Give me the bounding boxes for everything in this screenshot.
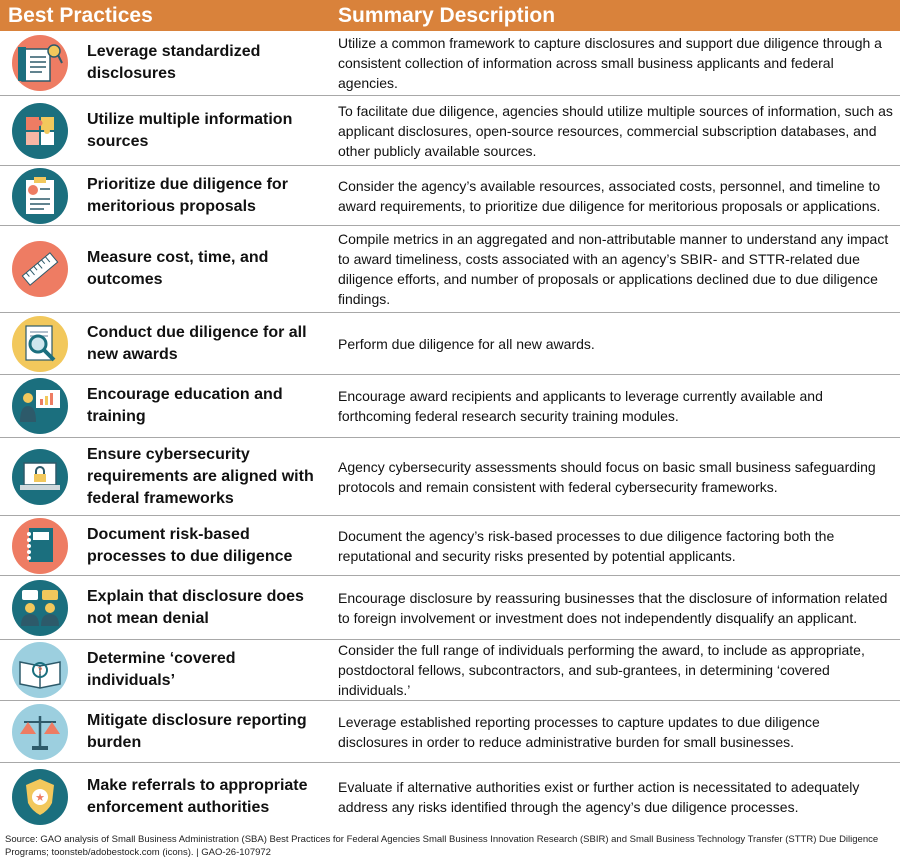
row-title: Leverage standardized disclosures (87, 43, 261, 82)
row-title: Measure cost, time, and outcomes (87, 249, 269, 288)
table-row (0, 313, 900, 375)
table-row (0, 31, 900, 96)
row-description: Utilize a common framework to capture disclosures and support due diligence through a consistent collection of information across small business applicants and federal agencies. (338, 35, 882, 91)
svg-text:?: ? (37, 666, 43, 677)
row-description: Perform due diligence for all new awards. (338, 335, 595, 352)
row-title: Ensure cybersecurity requirements are aligned with federal frameworks (87, 445, 314, 507)
book-question-icon (12, 642, 68, 698)
row-description: Consider the agency’s available resources, associated costs, personnel, and timeline to award requirements, to prioritize due diligence for meritorious proposals or applications. (338, 177, 881, 214)
header-best-practices: Best Practices (8, 4, 153, 27)
row-description: To facilitate due diligence, agencies should utilize multiple sources of information, such as applicant disclosures, open-source resources, commercial subscription databases, and other publicly available sources. (338, 102, 893, 159)
table-row (0, 516, 900, 576)
table-row (0, 375, 900, 438)
laptop-lock-icon (12, 449, 68, 505)
table-body (0, 31, 900, 831)
clipboard-folder-icon (12, 168, 68, 224)
table-row (0, 438, 900, 516)
row-title: Conduct due diligence for all new awards (87, 323, 307, 363)
row-title: Explain that disclosure does not mean denial (87, 587, 304, 627)
table-header (0, 0, 900, 31)
row-description: Consider the full range of individuals performing the award, to include as appropriate, postdoctoral fellows, subcontractors, and sub-grantees, in determining ‘covered individuals.’ (338, 642, 865, 698)
puzzle-pieces-icon (12, 103, 68, 159)
table-row (0, 226, 900, 313)
row-description: Agency cybersecurity assessments should focus on basic small business safeguarding protocols and remain consistent with federal cybersecurity frameworks. (338, 458, 876, 495)
row-title: Utilize multiple information sources (87, 110, 293, 150)
notebook-icon (12, 518, 68, 574)
magnifier-document-icon (12, 316, 68, 372)
police-badge-icon (12, 769, 68, 825)
row-title: Document risk-based processes to due diligence (87, 525, 293, 565)
row-description: Encourage award recipients and applicants to leverage currently available and forthcoming federal research security training modules. (338, 388, 823, 424)
row-title: Encourage education and training (87, 386, 283, 425)
row-title: Mitigate disclosure reporting burden (87, 711, 307, 751)
ruler-icon (12, 241, 68, 297)
table-row (0, 96, 900, 166)
table-row (0, 640, 900, 701)
row-title: Make referrals to appropriate enforcement authorities (87, 777, 308, 816)
balance-scale-icon (12, 704, 68, 760)
row-description: Document the agency’s risk-based processes to due diligence factoring both the reputational and security risks presented by potential applicants. (338, 527, 835, 564)
row-description: Encourage disclosure by reassuring businesses that the disclosure of information related to foreign involvement or investment does not independently disqualify an applicant. (338, 589, 888, 626)
row-title: Determine ‘covered individuals’ (87, 650, 236, 689)
presentation-teacher-icon (12, 378, 68, 434)
conversation-people-icon (12, 580, 68, 636)
row-title: Prioritize due diligence for meritorious proposals (87, 175, 288, 215)
row-description: Leverage established reporting processes to capture updates to due diligence disclosures in order to reduce administrative burden for small businesses. (338, 713, 820, 750)
table-row (0, 576, 900, 640)
document-list-icon (12, 35, 68, 91)
source-note: Source: GAO analysis of Small Business Administration (SBA) Best Practices for Federal Agencies Small Business Innovation Research (SBIR) and Small Business Technology Transfer (STTR) Due Diligence Programs; toonsteb/adobestock.com (icons). | GAO-26-107972 (5, 834, 879, 858)
table-row (0, 763, 900, 831)
svg-text:★: ★ (35, 791, 45, 804)
table-row (0, 701, 900, 763)
header-summary-description: Summary Description (338, 4, 556, 27)
row-description: Evaluate if alternative authorities exist or further action is necessitated to adequately address any risks identified through the agency’s due diligence processes. (338, 779, 860, 815)
table-row (0, 166, 900, 226)
row-description: Compile metrics in an aggregated and non-attributable manner to understand any impact to award timeliness, costs associated with an agency’s SBIR- and STTR-related due diligence efforts, and number of proposals or applications declined due to due diligence findings. (338, 231, 889, 307)
